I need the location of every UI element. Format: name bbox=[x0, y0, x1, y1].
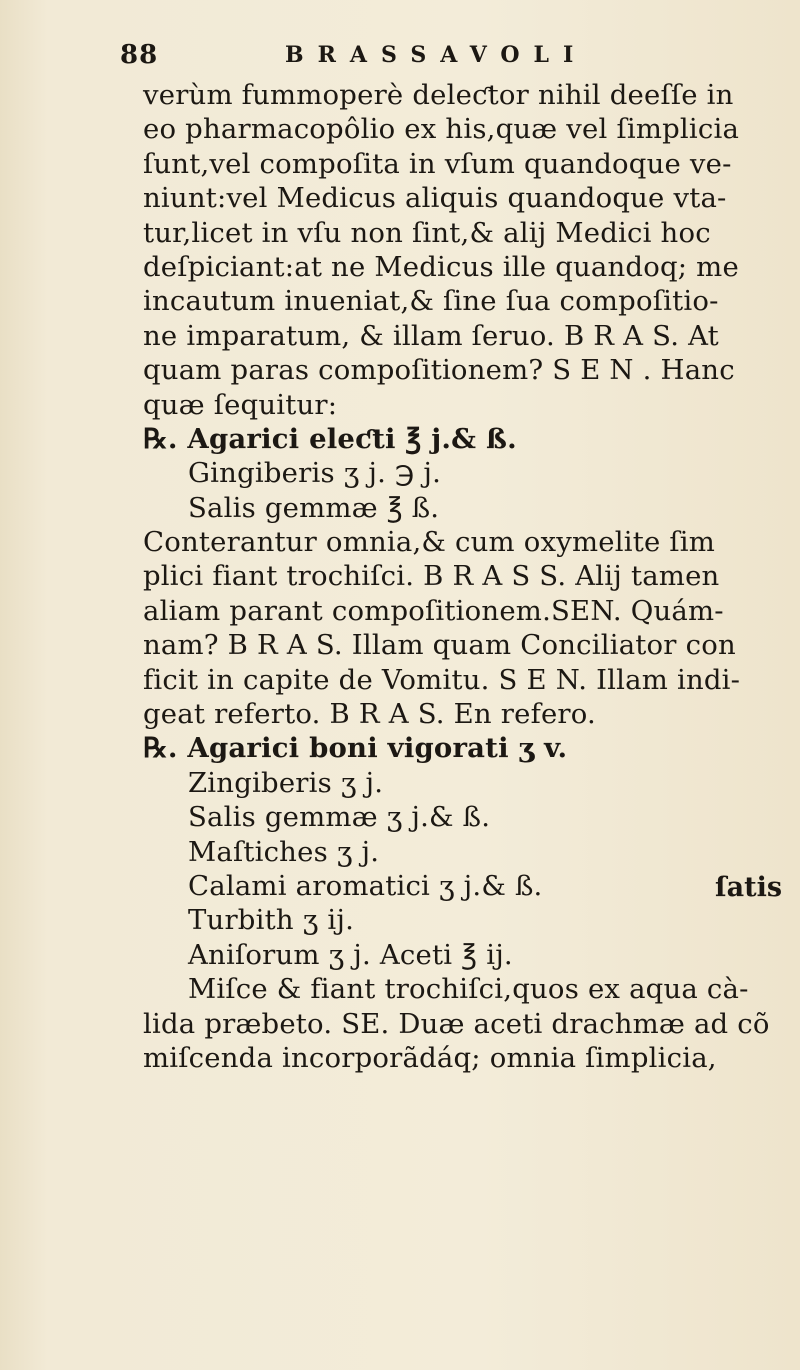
body-text bbox=[143, 78, 783, 1075]
recipe-line: Turbith ʒ ij. bbox=[188, 904, 355, 937]
text-line: tur,licet in vſu non ſint,& alij Medici hoc bbox=[143, 216, 711, 249]
page-number: 88 bbox=[120, 40, 159, 70]
recipe-line: Salis gemmæ ℥ ß. bbox=[188, 491, 440, 524]
catchword: ſatis bbox=[715, 872, 783, 903]
running-head: BRASSAVOLI bbox=[285, 42, 588, 68]
text-line: incautum inueniat,& ſine ſua compoſitio- bbox=[143, 285, 719, 318]
text-line: eo pharmacopôlio ex his,quæ vel ſimplicia bbox=[143, 113, 740, 146]
text-line: deſpiciant:at ne Medicus ille quandoq; me bbox=[143, 250, 739, 283]
text-line: miſcenda incorporãdáq; omnia ſimplicia, bbox=[143, 1041, 717, 1074]
text-line: verùm fummoperè deleƈtor nihil deeſſe in bbox=[143, 79, 734, 111]
text-line: quam paras compoſitionem? S E N . Hanc bbox=[143, 354, 735, 387]
text-line: ſunt,vel compoſita in vſum quandoque ve- bbox=[143, 147, 732, 180]
recipe-line: Salis gemmæ ʒ j.& ß. bbox=[188, 801, 491, 834]
recipe-line: Gingiberis ʒ j. ℈ j. bbox=[188, 457, 442, 490]
recipe-line: Zingiberis ʒ j. bbox=[188, 766, 384, 799]
recipe-line: ℞. Agarici eleƈti ℥ j.& ß. bbox=[143, 422, 517, 455]
text-line: niunt:vel Medicus aliquis quandoque vta- bbox=[143, 182, 727, 215]
text-line: quæ ſequitur: bbox=[143, 388, 338, 421]
recipe-line: Maſtiches ʒ j. bbox=[188, 835, 380, 868]
text-line: Miſce & fiant trochiſci,quos ex aqua cà- bbox=[188, 973, 749, 1006]
text-line: aliam parant compoſitionem.SEN. Quám- bbox=[143, 594, 724, 627]
text-line: ficit in capite de Vomitu. S E N. Illam indi- bbox=[143, 663, 741, 696]
text-line: Conterantur omnia,& cum oxymelite ſim bbox=[143, 526, 716, 559]
text-line: nam? B R A S. Illam quam Conciliator con bbox=[143, 629, 736, 662]
text-line: geat referto. B R A S. En refero. bbox=[143, 698, 596, 731]
recipe-line: Aniſorum ʒ j. Aceti ℥ ij. bbox=[188, 938, 513, 971]
recipe-line: ℞. Agarici boni vigorati ʒ v. bbox=[143, 732, 568, 765]
page-header bbox=[120, 40, 760, 80]
recipe-line: Calami aromatici ʒ j.& ß. bbox=[188, 869, 543, 902]
text-line: plici fiant trochiſci. B R A S S. Alij tamen bbox=[143, 560, 720, 593]
text-line: lida præbeto. SE. Duæ aceti drachmæ ad cõ bbox=[143, 1007, 770, 1040]
text-line: ne imparatum, & illam ſeruo. B R A S. At bbox=[143, 319, 719, 352]
